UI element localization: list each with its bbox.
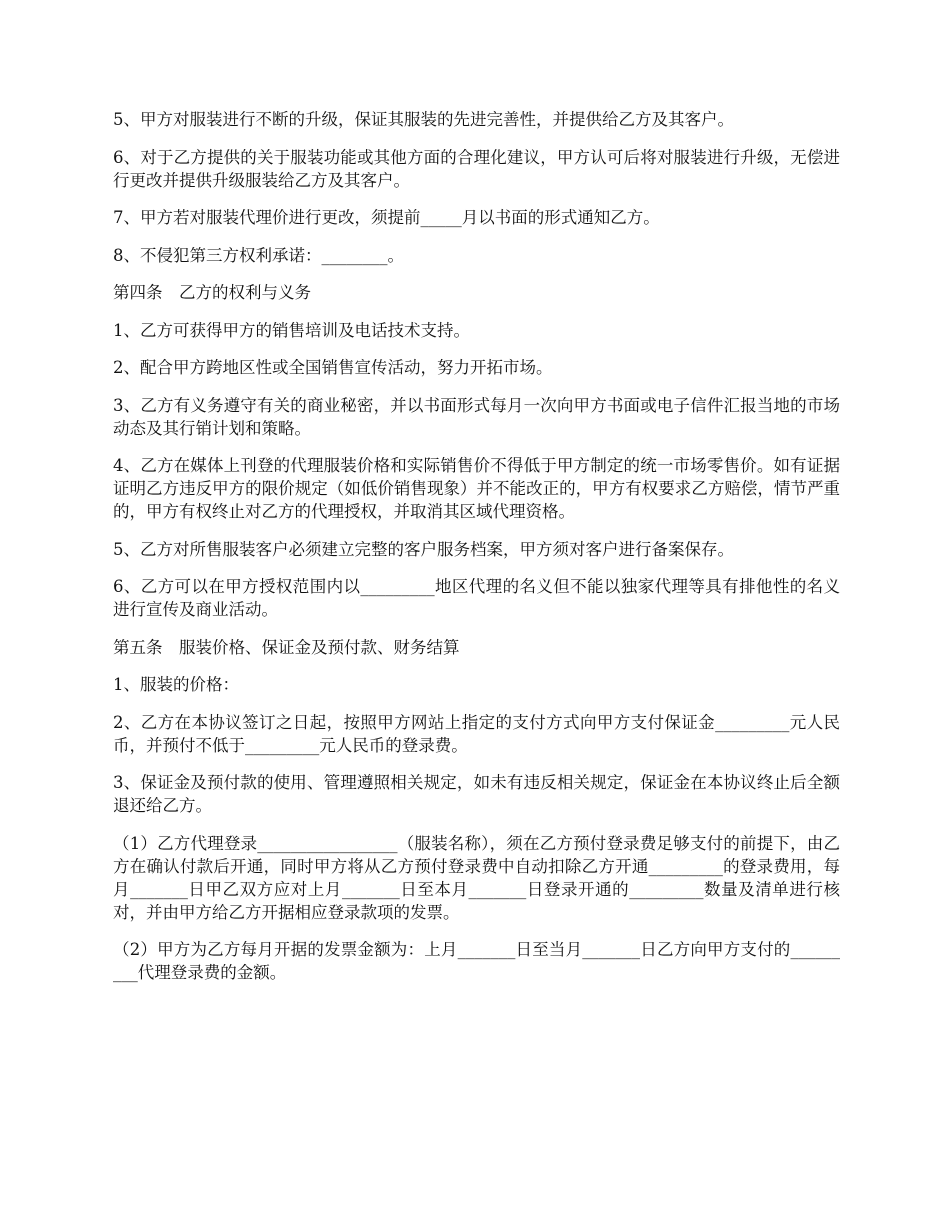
clause-paragraph: （1）乙方代理登录_________________（服装名称），须在乙方预付登录费足够支付的前提下，由乙方在确认付款后开通，同时甲方将从乙方预付登录费中自动扣除乙方开通_________的登录费用，每月_______日甲乙双方应对上月_______日至本月_______日登录开通的_________数量及清单进行核对，并由甲方给乙方开据相应登录款项的发票。: [113, 833, 840, 922]
clause-paragraph: 7、甲方若对服装代理价进行更改，须提前_____月以书面的形式通知乙方。: [113, 208, 660, 227]
clause-paragraph: 2、配合甲方跨地区性或全国销售宣传活动，努力开拓市场。: [113, 358, 553, 377]
section-heading: 第四条 乙方的权利与义务: [113, 283, 311, 302]
clause-paragraph: 5、乙方对所售服装客户必须建立完整的客户服务档案，甲方须对客户进行备案保存。: [113, 539, 734, 559]
section-heading: 第五条 服装价格、保证金及预付款、财务结算: [113, 637, 460, 657]
clause-paragraph: 4、乙方在媒体上刊登的代理服装价格和实际销售价不得低于甲方制定的统一市场零售价。如有证据证明乙方违反甲方的限价规定（如低价销售现象）并不能改正的，甲方有权要求乙方赔偿，情节严重的，甲方有权终止对乙方的代理授权，并取消其区域代理资格。: [113, 456, 840, 521]
clause-paragraph: 6、乙方可以在甲方授权范围内以_________地区代理的名义但不能以独家代理等具有排他性的名义进行宣传及商业活动。: [113, 577, 840, 619]
clause-paragraph: 5、甲方对服装进行不断的升级，保证其服装的先进完善性，并提供给乙方及其客户。: [113, 110, 734, 129]
clause-paragraph: 6、对于乙方提供的关于服装功能或其他方面的合理化建议，甲方认可后将对服装进行升级，无偿进行更改并提供升级服装给乙方及其客户。: [113, 147, 840, 190]
clause-paragraph: 8、不侵犯第三方权利承诺：________。: [113, 245, 404, 265]
clause-paragraph: 3、保证金及预付款的使用、管理遵照相关规定，如未有违反相关规定，保证金在本协议终止后全额退还给乙方。: [113, 773, 840, 815]
clause-paragraph: 1、服装的价格：: [113, 675, 239, 694]
clause-paragraph: 2、乙方在本协议签订之日起，按照甲方网站上指定的支付方式向甲方支付保证金_________元人民币，并预付不低于_________元人民币的登录费。: [113, 712, 840, 755]
clause-paragraph: （2）甲方为乙方每月开据的发票金额为：上月_______日至当月_______日乙方向甲方支付的_________代理登录费的金额。: [113, 940, 840, 982]
document-body: [113, 108, 840, 999]
clause-paragraph: 3、乙方有义务遵守有关的商业秘密，并以书面形式每月一次向甲方书面或电子信件汇报当地的市场动态及其行销计划和策略。: [113, 395, 840, 438]
clause-paragraph: 1、乙方可获得甲方的销售培训及电话技术支持。: [113, 320, 470, 340]
